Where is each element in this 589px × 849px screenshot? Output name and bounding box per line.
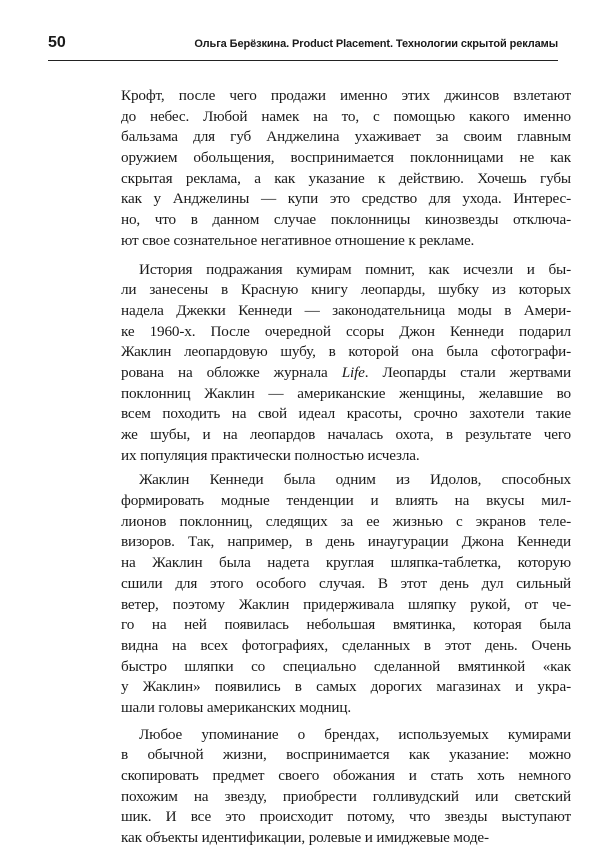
text-line: ли занесены в Красную книгу леопарды, шубку из которых — [121, 281, 571, 299]
text-line: поклонниц Жаклин — американские женщины, желавшие во — [121, 384, 571, 402]
text-line: шик. И все это происходит потому, что звезды выступают — [121, 808, 571, 826]
text-line: Крофт, после чего продажи именно этих джинсов взлетают — [121, 87, 571, 104]
text-line: го на ней появилась небольшая вмятинка, которая была — [121, 616, 571, 634]
paragraph — [121, 470, 571, 718]
text-line: быстро шляпки со специально сделанной вмятинкой «как — [121, 657, 571, 675]
text-line: Жаклин Кеннеди была одним из Идолов, способных — [139, 471, 571, 489]
text-line: формировать модные тенденции и влиять на вкусы мил- — [121, 492, 571, 510]
text-line: ют свое сознательное негативное отношение к рекламе. — [121, 231, 475, 249]
text-line: у Жаклин» появились в самых дорогих магазинах и укра- — [121, 678, 571, 696]
text-line: до небес. Любой намек на то, с помощью какого именно — [121, 107, 571, 125]
text-line: ке 1960-х. После очередной ссоры Джон Кеннеди подарил — [121, 322, 571, 340]
text-line: ветер, поэтому Жаклин придерживала шляпку рукой, от че- — [121, 595, 571, 613]
text-line: лионов поклонниц, следящих за ее жизнью с экранов теле- — [121, 512, 571, 530]
text-line: скопировать предмет своего обожания и стать хоть немного — [121, 767, 571, 784]
paragraph — [121, 725, 571, 849]
paragraph — [121, 86, 571, 252]
text-line: бальзама для губ Анджелина ухаживает за своим главным — [121, 128, 571, 146]
text-line: визоров. Так, например, в день инаугурации Джона Кеннеди — [121, 533, 571, 551]
text-line: всем походить на свой идеал красоты, срочно захотели такие — [121, 405, 571, 423]
text-line: рована на обложке журнала Life. Леопарды стали жертвами — [121, 363, 571, 381]
text-line: оружием обольщения, воспринимается поклонницами не как — [121, 149, 571, 167]
running-title: Ольга Берёзкина. Product Placement. Технологии скрытой рекламы — [194, 38, 558, 50]
paragraph — [121, 260, 571, 467]
text-line: Любое упоминание о брендах, используемых кумирами — [139, 725, 571, 743]
text-line: сшили для этого особого случая. В этот день дул сильный — [121, 574, 571, 592]
text-line: на Жаклин была надета круглая шляпка-таблетка, которую — [121, 554, 571, 572]
text-line: видна на всех фотографиях, сделанных в этот день. Очень — [121, 636, 571, 654]
text-line: похожим на звезду, приобрести голливудский или светский — [121, 787, 571, 805]
body-text — [121, 86, 571, 849]
text-line: шали головы американских модниц. — [121, 698, 352, 716]
text-line: Жаклин леопардовую шубу, в которой она была сфотографи- — [121, 343, 571, 361]
text-line: их популяция практически полностью исчезла. — [121, 446, 420, 464]
text-line: же шубы, и на леопардов началась охота, в результате чего — [121, 426, 571, 443]
text-line: в обычной жизни, воспринимается как указание: можно — [121, 746, 571, 764]
page-header — [48, 34, 558, 61]
page-number: 50 — [48, 34, 66, 51]
text-line: История подражания кумирам помнит, как исчезли и бы- — [139, 260, 571, 278]
text-line: но, что в данном случае поклонницы кинозвезды отключа- — [121, 211, 571, 229]
text-line: как у Анджелины — купи это средство для ухода. Интерес- — [121, 190, 571, 208]
text-line: надела Джекки Кеннеди — законодательница моды в Амери- — [121, 301, 571, 319]
text-line: скрытая реклама, а как указание к действию. Хочешь губы — [121, 169, 571, 187]
text-line: как объекты идентификации, ролевые и имиджевые моде- — [121, 829, 489, 847]
